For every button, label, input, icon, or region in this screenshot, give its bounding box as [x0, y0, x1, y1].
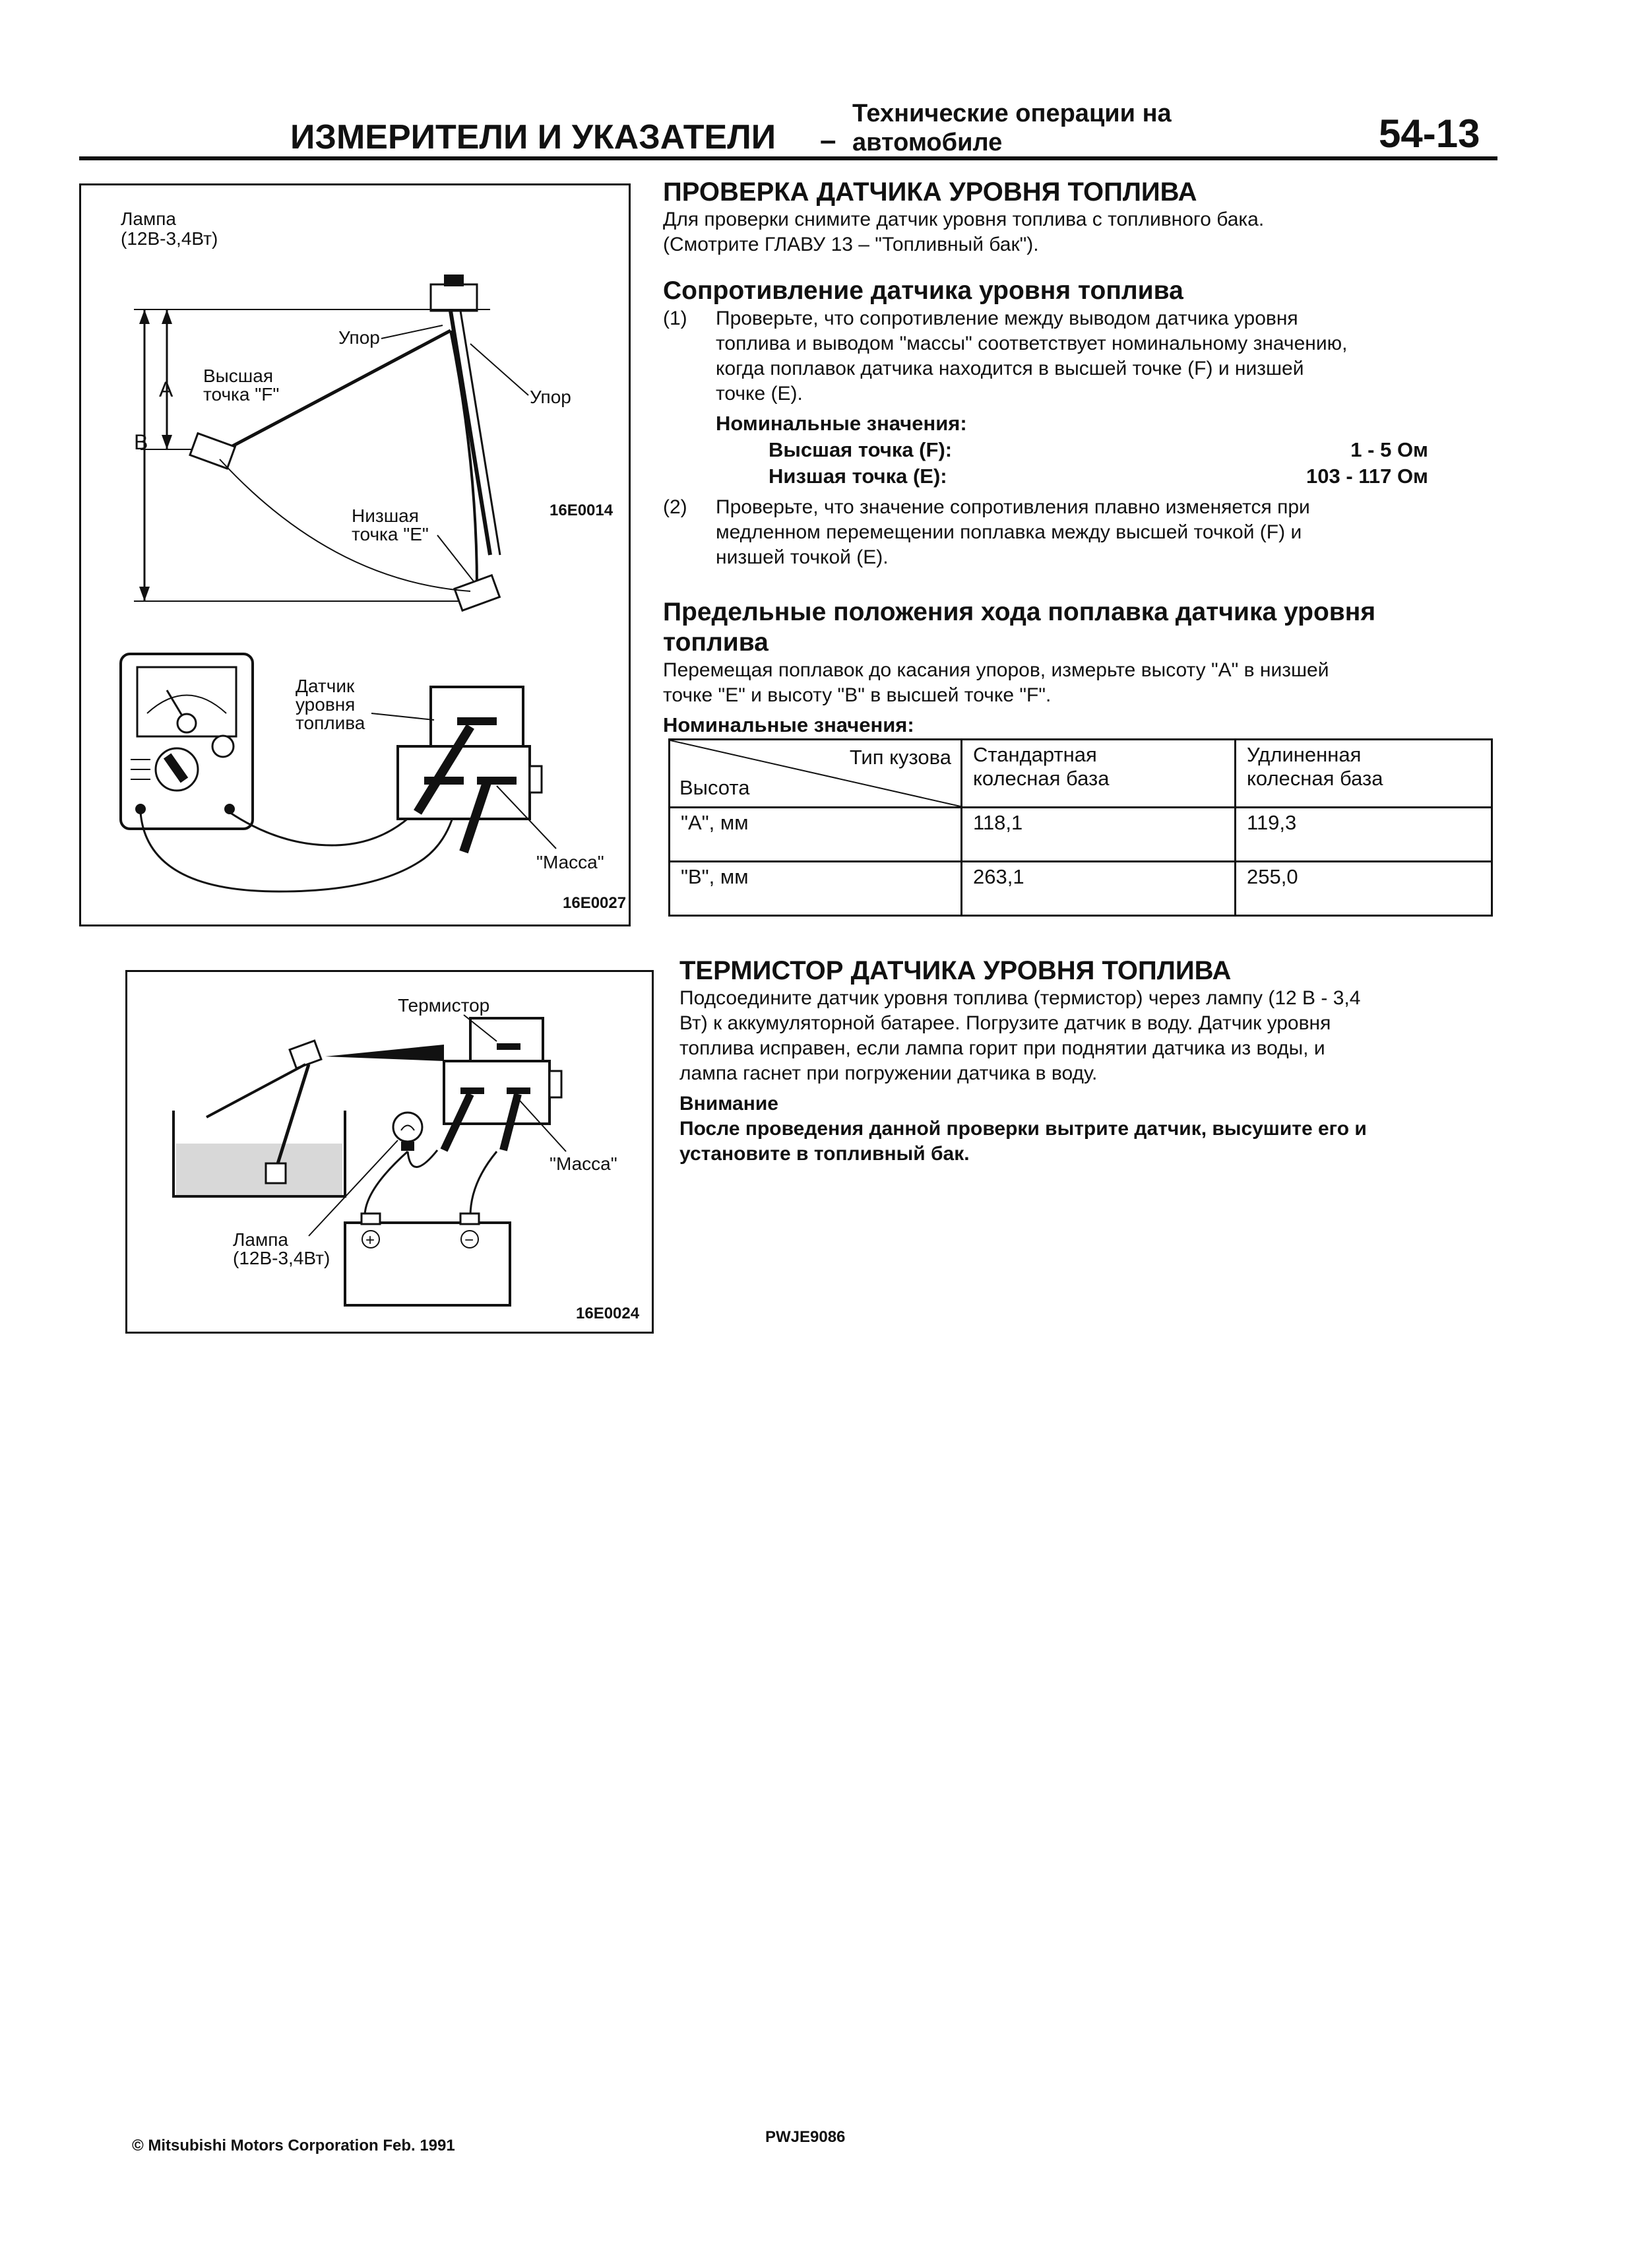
- leader-line: [381, 325, 443, 339]
- wire: [470, 1151, 497, 1216]
- caution-line: После проведения данной проверки вытрите датчик, высушите его и: [679, 1118, 1367, 1140]
- sender-rod: [451, 311, 490, 555]
- battery-terminal-positive: [362, 1214, 380, 1224]
- corner-bottom-label: Высота: [679, 776, 750, 799]
- nominal-values-table: [668, 738, 1493, 917]
- table-header-standard: [962, 740, 1236, 808]
- float-gauge-diagram: [81, 185, 629, 924]
- figure-thermistor: [125, 970, 654, 1334]
- spec-high: [716, 437, 1428, 463]
- table-corner-cell: [670, 740, 962, 808]
- stop-label-right: Упор: [530, 387, 571, 407]
- table-cell-label: "B", мм: [670, 862, 962, 916]
- section-title-check: ПРОВЕРКА ДАТЧИКА УРОВНЯ ТОПЛИВА: [663, 178, 1197, 207]
- section-check-sensor: [663, 177, 1501, 257]
- connector-pin: [457, 717, 497, 725]
- caution-line: установите в топливный бак.: [679, 1143, 970, 1165]
- page-number: 54-13: [1379, 112, 1480, 156]
- sender-flange: [431, 284, 477, 311]
- float-high: [190, 434, 235, 469]
- spec-value: 103 - 117 Ом: [1306, 465, 1428, 488]
- title-dash: –: [820, 124, 836, 156]
- step-1: [663, 306, 1501, 406]
- paragraph-line: Вт) к аккумуляторной батарее. Погрузите датчик в воду. Датчик уровня: [679, 1012, 1331, 1034]
- paragraph-line: (Смотрите ГЛАВУ 13 – "Топливный бак").: [663, 234, 1039, 255]
- section-resistance: [663, 276, 1501, 570]
- nominal-values-block: [716, 410, 1428, 490]
- leader-line: [371, 713, 434, 720]
- figure-code-3: 16E0024: [576, 1305, 640, 1322]
- connector-pin: [497, 1043, 520, 1050]
- leader-line: [437, 535, 474, 581]
- sender-head: [290, 1041, 321, 1068]
- subtitle-line-2: автомобиле: [852, 129, 1003, 156]
- header-line: Удлиненная: [1247, 743, 1362, 766]
- table-header-extended: [1236, 740, 1492, 808]
- section-title-float-line-1: Предельные положения хода поплавка датчика уровня: [663, 598, 1376, 626]
- sensor-label-2: уровня: [296, 694, 356, 715]
- swing-arc: [220, 459, 470, 591]
- sensor-label-3: топлива: [296, 713, 365, 733]
- ground-label-fig3: "Масса": [550, 1153, 617, 1174]
- spec-value: 1 - 5 Ом: [1350, 438, 1428, 461]
- subtitle-line-1: Технические операции на: [852, 100, 1172, 127]
- ground-label-fig2: "Масса": [536, 852, 604, 872]
- corner-top-label: Тип кузова: [849, 746, 951, 769]
- connector-pin: [507, 1087, 530, 1094]
- step-line: точке (E).: [716, 383, 803, 405]
- header-line: колесная база: [973, 767, 1110, 790]
- spec-low: [716, 463, 1428, 490]
- paragraph-line: Подсоедините датчик уровня топлива (термистор) через лампу (12 В - 3,4: [679, 987, 1361, 1009]
- step-line: когда поплавок датчика находится в высшей точке (F) и низшей: [716, 358, 1304, 379]
- figure-code-2: 16E0027: [563, 894, 627, 912]
- table-row: [670, 808, 1492, 862]
- paragraph-line: лампа гаснет при погружении датчика в воду.: [679, 1062, 1098, 1084]
- lamp-label-2: (12В-3,4Вт): [233, 1248, 330, 1268]
- plus-sign: +: [365, 1231, 375, 1249]
- wire-harness: [325, 1045, 444, 1061]
- sensor-label-1: Датчик: [296, 676, 355, 696]
- chapter-subtitle: [852, 99, 1172, 157]
- spec-label: Высшая точка (F):: [769, 438, 953, 461]
- step-line: низшей точкой (E).: [716, 546, 889, 568]
- wire: [365, 1151, 408, 1216]
- arrow-icon: [139, 309, 150, 324]
- header-line: Стандартная: [973, 743, 1097, 766]
- lamp-label-2: (12В-3,4Вт): [121, 228, 218, 249]
- stop-label-left: Упор: [338, 327, 380, 348]
- nominal-heading: Номинальные значения:: [663, 713, 914, 736]
- low-point-label-1: Низшая: [352, 505, 419, 526]
- arrow-icon: [139, 587, 150, 601]
- dial-pivot: [177, 714, 196, 732]
- lamp-label-1: Лампа: [233, 1229, 288, 1250]
- dim-a-label: A: [159, 377, 173, 401]
- step-2: [663, 495, 1501, 570]
- section-thermistor: [679, 956, 1517, 1167]
- lamp-icon: [393, 1113, 422, 1142]
- header-rule: [79, 156, 1497, 160]
- section-title-thermistor: ТЕРМИСТОР ДАТЧИКА УРОВНЯ ТОПЛИВА: [679, 956, 1232, 985]
- spec-label: Низшая точка (E):: [769, 465, 947, 488]
- footer-copyright: © Mitsubishi Motors Corporation Feb. 1991: [132, 2137, 455, 2155]
- thermistor-label: Термистор: [398, 995, 490, 1016]
- section-title-resistance: Сопротивление датчика уровня топлива: [663, 276, 1183, 305]
- footer-code: PWJE9086: [765, 2128, 846, 2146]
- paragraph-line: точке "E" и высоту "B" в высшей точке "F".: [663, 684, 1052, 706]
- table-cell-label: "A", мм: [670, 808, 962, 862]
- arrow-icon: [162, 309, 172, 324]
- sender-arm: [206, 1064, 305, 1117]
- step-line: медленном перемещении поплавка между высшей точкой (F) и: [716, 521, 1302, 543]
- table-cell-extended: 119,3: [1236, 808, 1492, 862]
- paragraph-line: Перемещая поплавок до касания упоров, измерьте высоту "A" в низшей: [663, 659, 1329, 681]
- high-point-label-1: Высшая: [203, 366, 273, 386]
- header-line: колесная база: [1247, 767, 1383, 790]
- table-cell-standard: 118,1: [962, 808, 1236, 862]
- step-line: Проверьте, что значение сопротивления плавно изменяется при: [716, 496, 1310, 518]
- lamp-label-1: Лампа: [121, 209, 176, 229]
- leader-line: [470, 344, 528, 395]
- high-point-label-2: точка "F": [203, 384, 280, 405]
- sender-connector: [444, 275, 464, 286]
- table-cell-standard: 263,1: [962, 862, 1236, 916]
- table-cell-extended: 255,0: [1236, 862, 1492, 916]
- connector-latch: [550, 1071, 561, 1097]
- paragraph-line: Для проверки снимите датчик уровня топлива с топливного бака.: [663, 209, 1265, 230]
- minus-sign: −: [464, 1231, 474, 1249]
- step-line: Проверьте, что сопротивление между выводом датчика уровня: [716, 308, 1298, 329]
- connector-latch: [530, 766, 542, 793]
- connector-pin: [460, 1087, 484, 1094]
- sender-float: [266, 1163, 286, 1183]
- float-low: [455, 575, 499, 610]
- step-line: топлива и выводом "массы" соответствует номинальному значению,: [716, 333, 1348, 354]
- water: [176, 1144, 342, 1195]
- figure-code-1: 16E0014: [550, 502, 614, 519]
- table-header-row: [670, 740, 1492, 808]
- figure-float-gauge: [79, 183, 631, 926]
- section-title-float-line-2: топлива: [663, 628, 769, 657]
- zero-adjust: [212, 736, 234, 757]
- lamp-base: [401, 1142, 414, 1151]
- table-row: [670, 862, 1492, 916]
- section-float-limits: [663, 597, 1501, 917]
- arrow-icon: [162, 435, 172, 449]
- chapter-title: ИЗМЕРИТЕЛИ И УКАЗАТЕЛИ: [290, 118, 776, 156]
- caution-title: Внимание: [679, 1093, 778, 1115]
- dim-b-label: B: [134, 430, 148, 454]
- nominal-heading: Номинальные значения:: [716, 412, 967, 435]
- low-point-label-2: точка "E": [352, 524, 429, 544]
- battery-terminal-negative: [460, 1214, 479, 1224]
- paragraph-line: топлива исправен, если лампа горит при поднятии датчика из воды, и: [679, 1037, 1325, 1059]
- thermistor-diagram: [127, 972, 652, 1332]
- step-number: (2): [663, 496, 687, 518]
- step-number: (1): [663, 308, 687, 329]
- wire: [408, 1150, 437, 1167]
